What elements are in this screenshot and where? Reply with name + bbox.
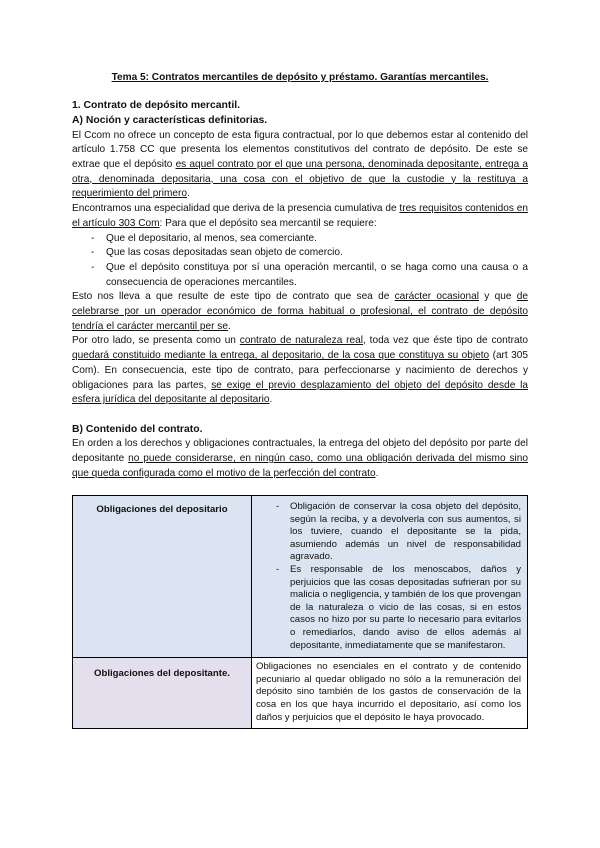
text-run: . [227,320,231,332]
list-item: - Que las cosas depositadas sean objeto de comercio. [72,246,528,261]
table-row [73,658,528,729]
underlined-text: se exige el previo desplazamiento del objeto del depósito desde la esfera jurídica del depositante al depositario [72,379,528,406]
list-item: - Obligación de conservar la cosa objeto del depósito, según la reciba, y a devolverla con sus aumentos, si los tuviere, cuando el depositante se la pida, asumiendo además un nivel de responsabilidad agravado. [256,501,521,564]
depositor-obligations-details: Obligaciones no esenciales en el contrato y de contenido pecuniario al quedar obligado no sólo a la remuneración del depósito sino también de los gastos de conservación de la cosa en los que haya incurrido el depositario, así como los daños y perjuicios que el depósito le haya provocado. [252,658,528,729]
depositor-obligations-label: Obligaciones del depositante. [73,658,252,729]
document-body [72,71,528,482]
text-run: . [375,467,379,479]
text-run: . [269,394,273,406]
paragraph-real-nature [72,334,528,408]
text-run: . [187,188,190,200]
requirements-list [72,232,528,291]
table-row [73,496,528,658]
underlined-text: quedará constituido mediante la entrega, al depositario, de la cosa que constituya su objeto [72,350,490,362]
text-run: El Ccom no ofrece un concepto de esta figura contractual, por lo que debemos estar al contenido del artículo 1.758 CC que presenta los elementos constitutivos del contrato de depósito. De este se extrae que el depósito [72,129,528,170]
depositary-obligations-label: Obligaciones del depositario [73,496,252,658]
section-1-heading: 1. Contrato de depósito mercantil. [72,100,241,111]
list-item: - Que el depositario, al menos, sea comerciante. [72,232,528,247]
text-run: Esto nos lleva a que resulte de este tipo de contrato que sea de [72,291,395,303]
list-item: - Es responsable de los menoscabos, daños y perjuicios que las cosas depositadas sufrieran por su malicia o negligencia, y también de los que provengan de la naturaleza o vicio de las cosas, si en estos casos no hizo por su parte lo necesario para evitarlos o remediarlos, dando aviso de ellos además al depositante, inmediatamente que se manifestaron. [256,564,521,652]
document-title: Tema 5: Contratos mercantiles de depósito y préstamo. Garantías mercantiles. [111,72,489,83]
underlined-text: tres requisitos contenidos en el artículo 303 Com [72,203,528,229]
text-run: (art 305 Com). En consecuencia, este tipo de contrato, para perfeccionarse y nacimiento de derechos y obligaciones para las partes, [72,350,528,391]
depositary-obligations-details [252,496,528,658]
underlined-text: contrato de naturaleza real [239,335,363,347]
text-run: Por otro lado, se presenta como un [72,335,240,347]
underlined-text: de celebrarse por un operador económico de forma habitual o profesional, el contrato de depósito tendría el carácter mercantil per se [72,291,528,332]
section-1a-subheading: A) Noción y características definitorias. [72,114,268,126]
text-run: Encontramos una especialidad que deriva de la presencia cumulativa de [72,203,400,215]
text-run: En orden a los derechos y obligaciones contractuales, la entrega del objeto del depósito por parte del depositante [72,438,528,465]
section-1b-heading: B) Contenido del contrato. [72,423,203,435]
underlined-text: no puede considerarse, en ningún caso, como una obligación derivada del mismo sino que queda configurada como el motivo de la perfección del contrato [72,453,529,479]
text-run: : Para que el depósito sea mercantil se requiere: [159,217,377,229]
paragraph-contract-content [72,437,528,481]
text-run: , toda vez que éste tipo de contrato [363,335,528,347]
paragraph-definition [72,129,528,203]
depositary-obligations-list [256,501,521,652]
paragraph-requirements-intro [72,202,528,231]
paragraph-occasional-character [72,290,528,334]
obligations-table [72,495,528,729]
list-item: - Que el depósito constituya por sí una operación mercantil, o se haga como una causa o a consecuencia de operaciones mercantiles. [72,261,528,290]
text-run: y que [479,291,517,303]
underlined-text: carácter ocasional [394,291,480,303]
underlined-text: es aquel contrato por el que una persona, denominada depositante, entrega a otra, denominada depositaria, una cosa con el objetivo de que la custodie y la restituya a requerimiento del primero [72,159,528,200]
